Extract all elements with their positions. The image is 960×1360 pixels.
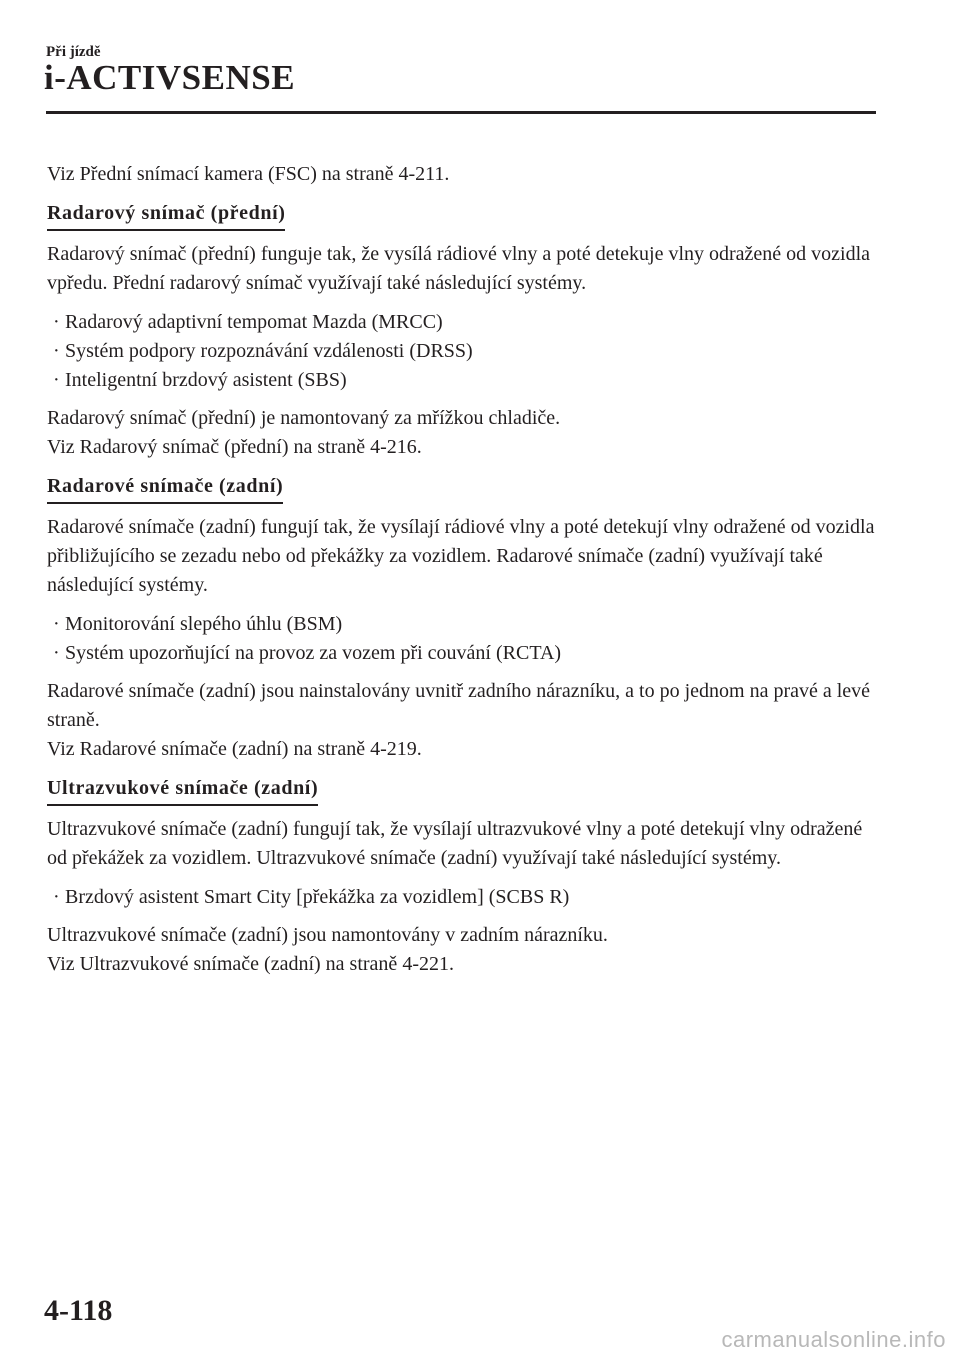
ultrasonic-rear-description: Ultrazvukové snímače (zadní) fungují tak, že vysílají ultrazvukové vlny a poté detekují vlny odražené od překážek za vozidlem. Ultrazvukové snímače (zadní) využívají také následující systémy. — [47, 818, 863, 869]
bullet-icon: · — [53, 613, 60, 635]
heading-radar-rear: Radarové snímače (zadní) — [47, 472, 283, 504]
list-item: · Monitorování slepého úhlu (BSM) — [47, 610, 877, 639]
bullet-icon: · — [53, 642, 60, 664]
radar-rear-description: Radarové snímače (zadní) fungují tak, že vysílají rádiové vlny a poté detekují vlny odražené od vozidla přibližujícího se zezadu nebo od překážky za vozidlem. Radarové snímače (zadní) využívají také následující systémy. — [47, 516, 875, 596]
list-item: · Inteligentní brzdový asistent (SBS) — [47, 366, 877, 395]
heading-ultrasonic-rear: Ultrazvukové snímače (zadní) — [47, 774, 318, 806]
ultrasonic-rear-location: Ultrazvukové snímače (zadní) jsou namontovány v zadním nárazníku. Viz Ultrazvukové snímače (zadní) na straně 4-221. — [47, 924, 608, 975]
radar-rear-location: Radarové snímače (zadní) jsou nainstalovány uvnitř zadního nárazníku, a to po jednom na pravé a levé straně. Viz Radarové snímače (zadní) na straně 4-219. — [47, 680, 871, 760]
radar-front-systems-list — [47, 308, 877, 395]
chapter-title: Při jízdě — [46, 44, 101, 60]
page-content — [47, 160, 877, 989]
header-divider — [46, 111, 876, 114]
list-item: · Brzdový asistent Smart City [překážka za vozidlem] (SCBS R) — [47, 883, 877, 912]
radar-front-description: Radarový snímač (přední) funguje tak, že vysílá rádiové vlny a poté detekuje vlny odražené od vozidla vpředu. Přední radarový snímač využívají také následující systémy. — [47, 243, 871, 294]
bullet-icon: · — [53, 340, 60, 362]
section-title: i-ACTIVSENSE — [44, 58, 296, 97]
bullet-icon: · — [53, 369, 60, 391]
list-item: · Systém podpory rozpoznávání vzdálenosti (DRSS) — [47, 337, 877, 366]
list-item: · Radarový adaptivní tempomat Mazda (MRCC) — [47, 308, 877, 337]
watermark: carmanualsonline.info — [721, 1327, 946, 1352]
ultrasonic-rear-reference: Viz Ultrazvukové snímače (zadní) na straně 4-221. — [47, 953, 454, 975]
bullet-icon: · — [53, 311, 60, 333]
radar-rear-reference: Viz Radarové snímače (zadní) na straně 4-219. — [47, 738, 422, 760]
ultrasonic-rear-systems-list — [47, 883, 877, 912]
bullet-icon: · — [53, 886, 60, 908]
page-number: 4-118 — [44, 1294, 113, 1327]
radar-front-reference: Viz Radarový snímač (přední) na straně 4-216. — [47, 436, 422, 458]
intro-reference: Viz Přední snímací kamera (FSC) na straně 4-211. — [47, 163, 450, 185]
radar-rear-systems-list — [47, 610, 877, 668]
list-item: · Systém upozorňující na provoz za vozem při couvání (RCTA) — [47, 639, 877, 668]
heading-radar-front: Radarový snímač (přední) — [47, 199, 285, 231]
radar-front-location: Radarový snímač (přední) je namontovaný za mřížkou chladiče. Viz Radarový snímač (přední) na straně 4-216. — [47, 407, 561, 458]
